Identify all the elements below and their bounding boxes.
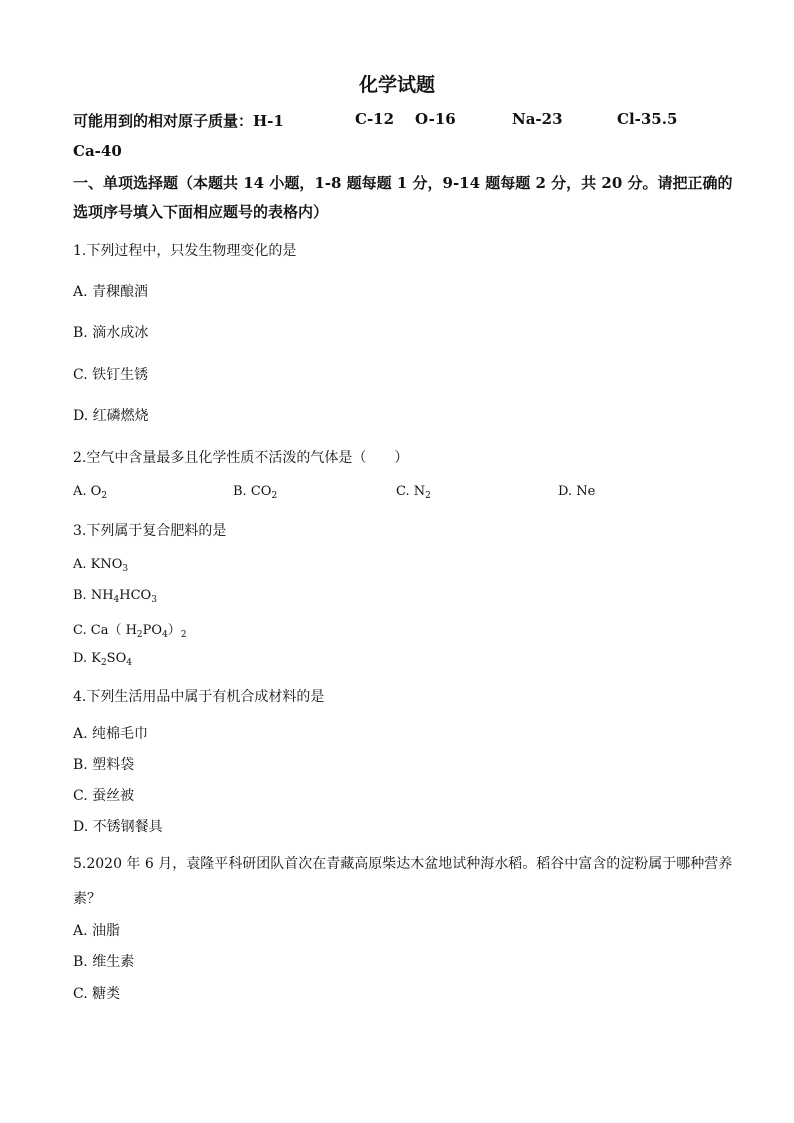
atomic-mass-o: O-16 — [415, 110, 456, 128]
question-1-option-d: D. 红磷燃烧 — [73, 408, 149, 424]
question-4-option-d: D. 不锈钢餐具 — [73, 819, 163, 835]
section-heading-line1: 一、单项选择题（本题共 14 小题，1-8 题每题 1 分，9-14 题每题 2 分，共 20 分。请把正确的 — [73, 174, 733, 192]
atomic-mass-c: C-12 — [355, 110, 395, 128]
atomic-mass-na: Na-23 — [512, 110, 563, 128]
question-3-stem: 3.下列属于复合肥料的是 — [73, 523, 227, 539]
atomic-mass-ca: Ca-40 — [73, 142, 122, 160]
question-5-option-b: B. 维生素 — [73, 954, 135, 970]
atomic-mass-label: 可能用到的相对原子质量：H-1 — [73, 112, 284, 130]
question-3-option-a: A. $KNO_3$ — [73, 557, 129, 574]
question-4-option-b: B. 塑料袋 — [73, 757, 135, 773]
question-5-stem-line2: 素？ — [73, 891, 101, 907]
question-5-option-c: C. 糖类 — [73, 986, 121, 1002]
question-1-option-c: C. 铁钉生锈 — [73, 367, 149, 383]
page-title: 化学试题 — [358, 74, 435, 96]
question-2-option-d: D. Ne — [558, 484, 596, 499]
atomic-mass-cl: Cl-35.5 — [617, 110, 678, 128]
question-1-stem: 1.下列过程中，只发生物理变化的是 — [73, 243, 297, 259]
question-2-option-c: C. $N_2$ — [396, 484, 431, 501]
question-2-option-a: A. $O_2$ — [73, 484, 108, 501]
question-5-stem-line1: 5.2020 年 6 月，袁隆平科研团队首次在青藏高原柴达木盆地试种海水稻。稻谷中富含的淀粉属于哪种营养 — [73, 856, 733, 872]
question-3-option-d: D. $K_2SO_4$ — [73, 651, 132, 668]
question-1-option-a: A. 青稞酿酒 — [73, 284, 149, 300]
question-2-stem: 2.空气中含量最多且化学性质不活泼的气体是（ ） — [73, 450, 409, 466]
question-3-option-c: C. Ca（ $H_2PO_4)_2$ — [73, 623, 187, 640]
question-4-option-a: A. 纯棉毛巾 — [73, 726, 149, 742]
question-1-option-b: B. 滴水成冰 — [73, 325, 149, 341]
question-4-stem: 4.下列生活用品中属于有机合成材料的是 — [73, 689, 325, 705]
question-4-option-c: C. 蚕丝被 — [73, 788, 135, 804]
section-heading-line2: 选项序号填入下面相应题号的表格内） — [73, 203, 329, 221]
question-5-option-a: A. 油脂 — [73, 923, 121, 939]
question-3-option-b: B. $NH_4HCO_3$ — [73, 588, 157, 605]
question-2-option-b: B. $CO_2$ — [233, 484, 278, 501]
